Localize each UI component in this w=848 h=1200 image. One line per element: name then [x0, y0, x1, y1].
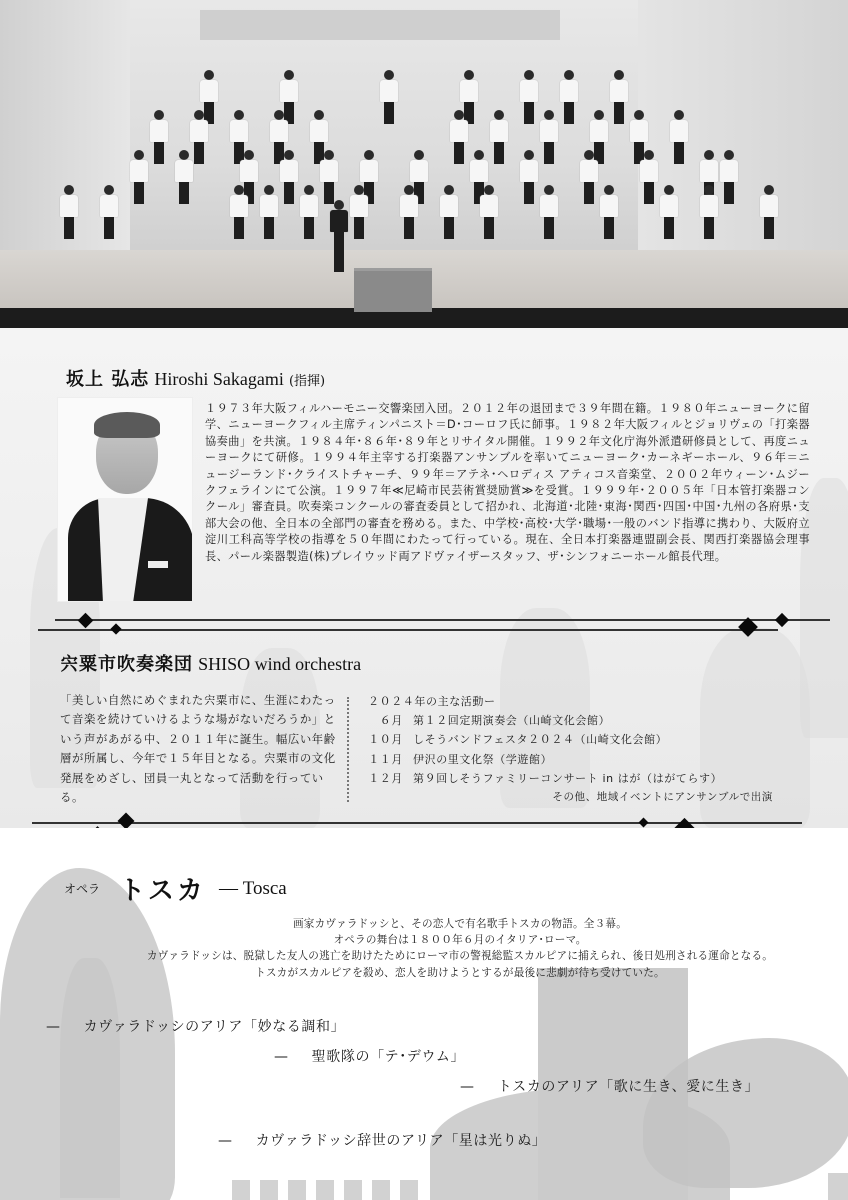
opera-heading	[64, 870, 287, 907]
tosca-silhouette-arm	[60, 958, 120, 1198]
dash-bullet: —	[46, 1019, 61, 1035]
synopsis-line: トスカがスカルピアを殺め、恋人を助けようとするが最後に悲劇が待ち受けていた。	[255, 966, 665, 979]
dash-bullet: —	[274, 1049, 289, 1065]
orchestra-member-figure	[490, 110, 508, 164]
diamond-ornament-icon	[639, 818, 649, 828]
portrait-hair	[94, 412, 160, 438]
ceiling-panel	[200, 10, 560, 40]
activity-event: しそうバンドフェスタ２０２４（山崎文化会館）	[413, 733, 668, 747]
activities-footer: その他、地域イベントにアンサンブルで出演	[552, 791, 773, 804]
orchestra-name-jp: 宍粟市吹奏楽団	[60, 654, 193, 675]
synopsis-line: カヴァラドッシは、脱獄した友人の逃亡を助けたためにローマ市の警視総監スカルピアに捕えられ、後日処刑される運命となる。	[146, 950, 774, 963]
orchestra-member-figure	[720, 150, 738, 204]
divider-line-upper	[55, 619, 830, 621]
orchestra-member-figure	[540, 110, 558, 164]
orchestra-member-figure	[450, 110, 468, 164]
orchestra-member-figure	[580, 150, 598, 204]
activity-event: 第１２回定期演奏会（山崎文化会館）	[413, 714, 611, 728]
portrait-pocket-square	[148, 561, 168, 568]
orchestra-heading	[60, 650, 361, 676]
opera-synopsis	[80, 916, 840, 981]
orchestra-member-figure	[100, 185, 118, 239]
orchestra-member-figure	[440, 185, 458, 239]
orchestra-member-figure	[380, 70, 398, 124]
orchestra-member-figure	[280, 150, 298, 204]
activities-list	[368, 692, 788, 807]
diamond-ornament-icon	[78, 613, 94, 629]
conductor-portrait	[57, 397, 193, 602]
activity-item	[368, 750, 788, 769]
orchestra-member-figure	[760, 185, 778, 239]
orchestra-member-figure	[400, 185, 418, 239]
orchestra-member-figure	[520, 150, 538, 204]
orchestra-member-figure	[350, 185, 368, 239]
activity-event: 伊沢の里文化祭（学遊館）	[413, 752, 553, 766]
aria-item	[46, 1016, 345, 1036]
activity-item	[368, 711, 788, 730]
activity-item	[368, 730, 788, 749]
dash-bullet: —	[218, 1133, 233, 1149]
diamond-ornament-icon	[118, 813, 135, 830]
aria-title: トスカのアリア「歌に生き、愛に生き」	[497, 1079, 760, 1095]
divider-line-lower	[38, 629, 778, 631]
opera-title-jp: トスカ	[119, 876, 206, 906]
aria-item	[274, 1046, 465, 1066]
dash-bullet: —	[460, 1079, 475, 1095]
orchestra-member-figure	[230, 185, 248, 239]
activity-event: 第９回しそうファミリーコンサート in はが（はがてらす）	[413, 771, 723, 785]
orchestra-member-figure	[175, 150, 193, 204]
dotted-separator	[347, 697, 349, 802]
orchestra-member-figure	[260, 185, 278, 239]
conductor-name-jp: 坂上 弘志	[66, 369, 150, 390]
conductor-podium	[354, 268, 432, 312]
orchestra-member-figure	[640, 150, 658, 204]
aria-item	[218, 1130, 546, 1150]
orchestra-member-figure	[480, 185, 498, 239]
synopsis-line: オペラの舞台は１８００年６月のイタリア･ローマ。	[333, 934, 587, 947]
activity-item	[368, 769, 788, 788]
orchestra-member-figure	[300, 185, 318, 239]
conductor-figure	[330, 200, 348, 272]
conductor-bio: １９７３年大阪フィルハーモニー交響楽団入団。２０１２年の退団まで３９年間在籍。１９８０年ニューヨークに留学、ニューヨークフィル主席ティンパニスト＝D･コーロフ氏に師事。１９８２年大阪フィルとジョリヴェの「打楽器協奏曲」を共演。１９８４年･８６年･８９年とリサイタル開催。１９９２年文化庁海外派遣研修員として、再度ニューヨークにて研修。１９９４年主宰する打楽器アンサンブルを率いてニューヨーク･カーネギーホール、９６年＝ニュージーランド･クライストチャーチ、９９年＝アテネ･ヘロディス アティコス音楽堂、２００２年ウィーン･ムジークフェラインにて公演。１９９７年≪尼崎市民芸術賞奨励賞≫を受賞。１９９９年･２００５年「日本管打楽器コンクール」審査員。吹奏楽コンクールの審査委員として招かれ、北海道･北陸･東海･関西･四国･中国･九州の各府県･支部大会の他、全日本の全部門の審査を務める。また、中学校･高校･大学･職場･一般のバンド指導に携わり、大阪府立淀川工科高等学校の指導を５０年間にわたって行っている。現在、全日本打楽器連盟副会長、関西打楽器協会理事長、パール楽器製造(株)プレイウッド両アドヴァイザースタッフ、ザ･シンフォニーホール館長代理。	[205, 402, 810, 563]
opera-title-en: — Tosca	[218, 877, 287, 899]
ornamental-divider	[0, 612, 848, 632]
orchestra-member-figure	[670, 110, 688, 164]
activities-heading: ２０２４年の主な活動ー	[368, 695, 496, 708]
synopsis-line: 画家カヴァラドッシと、その恋人で有名歌手トスカの物語。全３幕。	[293, 918, 627, 930]
orchestra-description: 「美しい自然にめぐまれた宍粟市に、生涯にわたって音楽を続けていけるような場がないだろうか」という声があがる中、２０１１年に誕生。幅広い年齢層が所属し、今年で１５年目となる。宍粟市の文化発展をめざし、団員一丸となって活動を行っている。	[60, 693, 336, 805]
band-photo	[0, 0, 848, 328]
activity-month: １０月	[368, 733, 403, 747]
orchestra-member-figure	[150, 110, 168, 164]
opera-prefix: オペラ	[64, 882, 101, 896]
diamond-ornament-icon	[775, 613, 789, 627]
aria-title: カヴァラドッシ辞世のアリア「星は光りぬ」	[255, 1133, 547, 1149]
activity-month: ６月	[379, 714, 403, 728]
castle-battlements	[232, 1180, 452, 1200]
orchestra-member-figure	[130, 150, 148, 204]
orchestra-member-figure	[610, 70, 628, 124]
orchestra-name-en: SHISO wind orchestra	[198, 654, 362, 674]
conductor-name-en: Hiroshi Sakagami	[154, 369, 284, 389]
orchestra-member-figure	[60, 185, 78, 239]
conductor-role: (指揮)	[288, 374, 326, 389]
aria-item	[460, 1076, 759, 1096]
orchestra-member-figure	[540, 185, 558, 239]
activity-month: １２月	[368, 771, 403, 785]
conductor-heading	[66, 365, 325, 391]
orchestra-member-figure	[660, 185, 678, 239]
orchestra-member-figure	[320, 150, 338, 204]
orchestra-member-figure	[560, 70, 578, 124]
orchestra-member-figure	[600, 185, 618, 239]
orchestra-member-figure	[700, 185, 718, 239]
activity-month: １１月	[368, 752, 403, 766]
castle-battlement	[828, 1173, 848, 1200]
aria-title: 聖歌隊の「テ･デウム」	[311, 1049, 466, 1065]
orchestra-member-figure	[520, 70, 538, 124]
aria-title: カヴァラドッシのアリア「妙なる調和」	[83, 1019, 346, 1035]
